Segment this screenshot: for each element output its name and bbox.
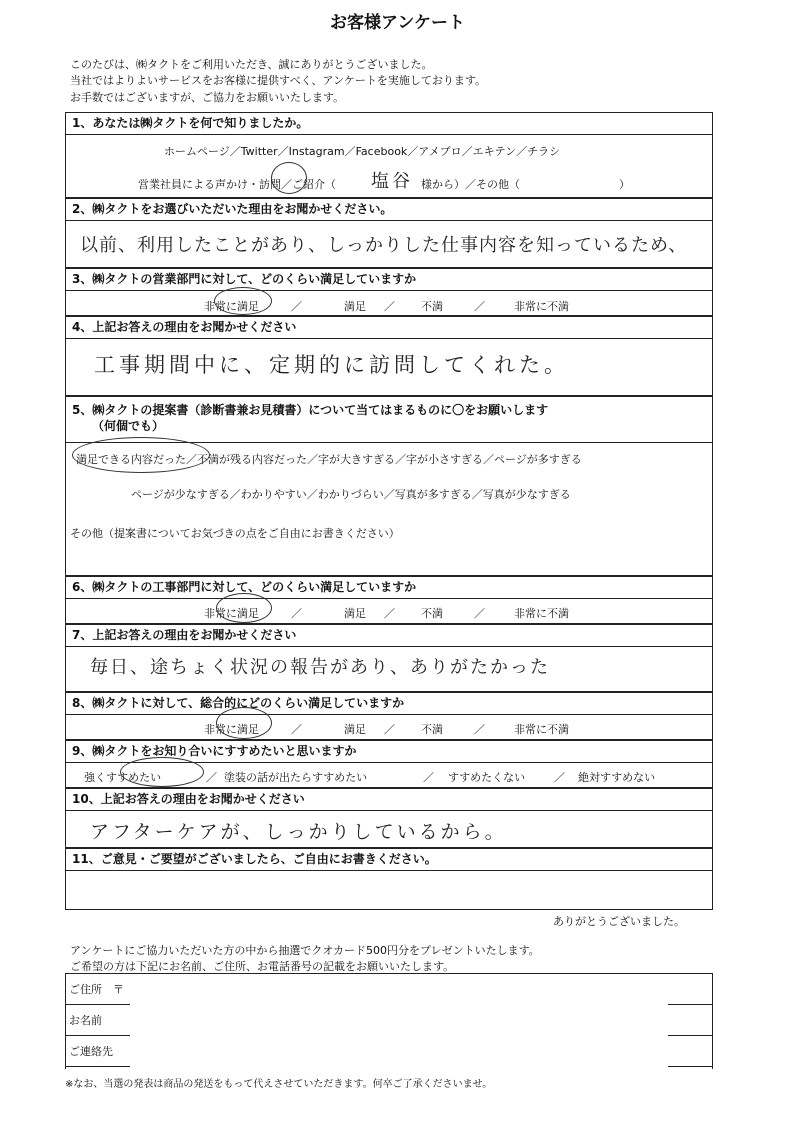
- q3-very-dissatisfied[interactable]: 非常に不満: [514, 300, 569, 313]
- q9-recommend-if-asked[interactable]: 塗装の話が出たらすすめたい: [224, 771, 368, 784]
- q6-sep-1: ／: [291, 607, 302, 620]
- intro-line-3: お手数ではございますが、ご協力をお願いいたします。: [70, 91, 345, 104]
- q1-options-line-2b[interactable]: 様から）／その他（ ）: [421, 178, 630, 191]
- question-6: [65, 576, 713, 624]
- q3-sep-2: ／: [384, 300, 395, 313]
- q2-answer-handwritten[interactable]: 以前、利用したことがあり、しっかりした仕事内容を知っているため、: [80, 235, 688, 256]
- q8-selection-circle: [216, 707, 272, 739]
- question-8: [65, 692, 713, 740]
- question-4: [65, 316, 713, 396]
- question-6-heading: 6、㈱タクトの工事部門に対して、どのくらい満足していますか: [66, 577, 712, 599]
- question-1: [65, 112, 713, 198]
- q3-satisfied[interactable]: 満足: [344, 300, 366, 313]
- question-11: [65, 848, 713, 910]
- intro-line-2: 当社ではよりよいサービスをお客様に提供すべく、アンケートを実施しております。: [70, 74, 487, 87]
- q9-selection-circle: [120, 757, 204, 787]
- q6-dissatisfied[interactable]: 不満: [421, 607, 443, 620]
- q6-sep-2: ／: [384, 607, 395, 620]
- name-label: お名前: [69, 1014, 102, 1027]
- q9-sep-2: ／: [423, 771, 434, 784]
- address-label: ご住所 〒: [69, 983, 124, 996]
- q8-very-satisfied[interactable]: 非常に満足: [204, 723, 259, 736]
- present-line-2: ご希望の方は下記にお名前、ご住所、お電話番号の記載をお願いいたします。: [70, 960, 455, 973]
- question-5-heading-block: [66, 397, 712, 443]
- q7-answer-handwritten[interactable]: 毎日、途ちょく状況の報告があり、ありがたかった: [90, 657, 550, 678]
- q10-answer-handwritten[interactable]: アフターケアが、しっかりしているから。: [90, 821, 507, 843]
- question-5: [65, 396, 713, 576]
- q3-sep-1: ／: [291, 300, 302, 313]
- redacted-personal-info: [130, 975, 668, 1069]
- question-10-heading: 10、上記お答えの理由をお聞かせください: [66, 789, 712, 811]
- q1-options-line-1[interactable]: ホームページ／Twitter／Instagram／Facebook／アメブロ／エキテン／チラシ: [164, 145, 561, 158]
- question-9: [65, 740, 713, 788]
- question-5-heading: 5、㈱タクトの提案書（診断書兼お見積書）について当てはまるものに〇をお願いします: [72, 403, 549, 417]
- question-2-heading: 2、㈱タクトをお選びいただいた理由をお聞かせください。: [66, 199, 712, 221]
- footnote: ※なお、当選の発表は商品の発送をもって代えさせていただきます。何卒ご了承くださいませ。: [65, 1079, 493, 1090]
- page-title: お客様アンケート: [330, 13, 465, 33]
- q6-selection-circle: [216, 593, 272, 623]
- intro-line-1: このたびは、㈱タクトをご利用いただき、誠にありがとうございました。: [70, 58, 433, 71]
- question-2: [65, 198, 713, 268]
- q3-selection-circle: [214, 287, 272, 315]
- q8-very-dissatisfied[interactable]: 非常に不満: [514, 723, 569, 736]
- contact-label: ご連絡先: [69, 1045, 113, 1058]
- q8-satisfied[interactable]: 満足: [344, 723, 366, 736]
- q5-selection-circle: [72, 437, 210, 473]
- q1-options-line-2a[interactable]: 営業社員による声かけ・訪問／ご紹介（: [138, 178, 336, 191]
- q4-answer-handwritten[interactable]: 工事期間中に、定期的に訪問してくれた。: [94, 353, 569, 377]
- question-3-heading: 3、㈱タクトの営業部門に対して、どのくらい満足していますか: [66, 269, 712, 291]
- q8-dissatisfied[interactable]: 不満: [421, 723, 443, 736]
- question-3: [65, 268, 713, 316]
- question-9-heading: 9、㈱タクトをお知り合いにすすめたいと思いますか: [66, 741, 712, 763]
- q1-referrer-handwritten[interactable]: 塩谷: [371, 171, 413, 192]
- question-8-heading: 8、㈱タクトに対して、総合的にどのくらい満足していますか: [66, 693, 712, 715]
- q5-options-line-2[interactable]: ページが少なすぎる／わかりやすい／わかりづらい／写真が多すぎる／写真が少なすぎる: [131, 488, 571, 501]
- q1-selection-circle: [271, 162, 307, 194]
- question-1-heading: 1、あなたは㈱タクトを何で知りましたか。: [66, 113, 712, 135]
- question-7-heading: 7、上記お答えの理由をお聞かせください: [66, 625, 712, 647]
- q8-sep-2: ／: [384, 723, 395, 736]
- question-4-heading: 4、上記お答えの理由をお聞かせください: [66, 317, 712, 339]
- q9-sep-3: ／: [554, 771, 565, 784]
- thanks-text: ありがとうございました。: [553, 915, 685, 928]
- q3-sep-3: ／: [474, 300, 485, 313]
- q9-sep-1: ／: [206, 771, 217, 784]
- q5-other-prompt: その他（提案書についてお気づきの点をご自由にお書きください）: [70, 527, 400, 540]
- q9-strongly-recommend[interactable]: 強くすすめたい: [84, 771, 162, 784]
- q9-never-recommend[interactable]: 絶対すすめない: [578, 771, 656, 784]
- q6-very-satisfied[interactable]: 非常に満足: [204, 607, 259, 620]
- question-11-heading: 11、ご意見・ご要望がございましたら、ご自由にお書きください。: [66, 849, 712, 871]
- present-line-1: アンケートにご協力いただいた方の中から抽選でクオカード500円分をプレゼントいたします。: [70, 944, 540, 957]
- q9-not-recommend[interactable]: すすめたくない: [448, 771, 526, 784]
- q6-sep-3: ／: [474, 607, 485, 620]
- question-5-heading-note: （何個でも）: [92, 419, 165, 433]
- q6-very-dissatisfied[interactable]: 非常に不満: [514, 607, 569, 620]
- question-7: [65, 624, 713, 692]
- question-10: [65, 788, 713, 848]
- q8-sep-3: ／: [474, 723, 485, 736]
- q5-options-line-1[interactable]: 満足できる内容だった／不満が残る内容だった／字が大きすぎる／字が小さすぎる／ページが多すぎる: [76, 453, 582, 466]
- q6-satisfied[interactable]: 満足: [344, 607, 366, 620]
- q3-very-satisfied[interactable]: 非常に満足: [204, 300, 259, 313]
- q8-sep-1: ／: [291, 723, 302, 736]
- q3-dissatisfied[interactable]: 不満: [421, 300, 443, 313]
